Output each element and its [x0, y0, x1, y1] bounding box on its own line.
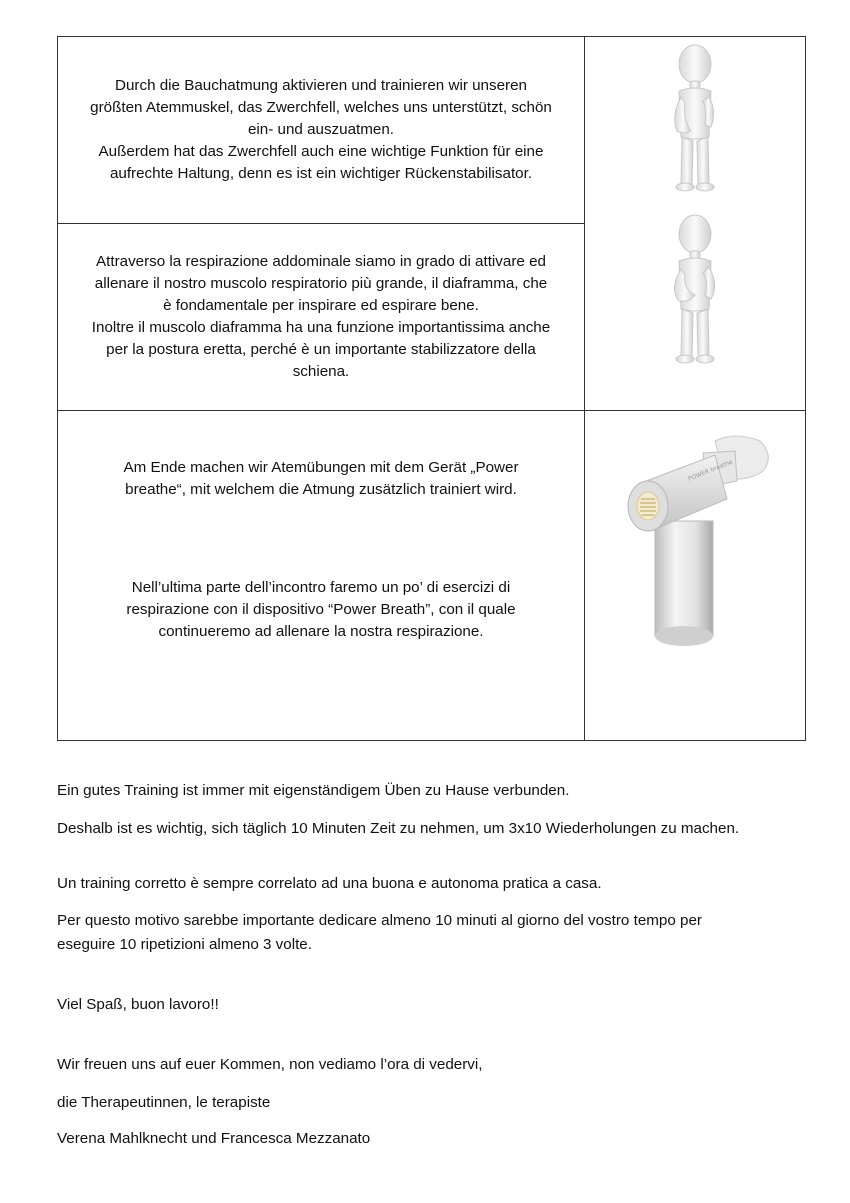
text-power-breathe-de: [123, 457, 518, 501]
line: aufrechte Haltung, denn es ist ein wichtiger Rückenstabilisator.: [109, 165, 533, 182]
line: Am Ende machen wir Atemübungen mit dem Gerät „Power: [123, 459, 519, 476]
line: Attraverso la respirazione addominale siamo in grado di attivare ed: [96, 253, 546, 270]
line: Nell’ultima parte dell’incontro faremo un po’ di esercizi di: [131, 579, 511, 596]
footer-p5: Viel Spaß, buon lavoro!!: [57, 996, 219, 1013]
cell-bauchatmung-de: [58, 37, 585, 224]
figure-2: [674, 215, 714, 363]
text-respirazione-it: [78, 251, 564, 383]
line: größten Atemmuskel, das Zwerchfell, welches uns unterstützt, schön: [90, 99, 552, 116]
text-bauchatmung-de: [76, 75, 566, 185]
footer-p8: Verena Mahlknecht und Francesca Mezzanato: [57, 1130, 371, 1147]
footer-p1: Ein gutes Training ist immer mit eigenständigem Üben zu Hause verbunden.: [57, 782, 570, 799]
device-brand-label: POWER breathe: [687, 458, 734, 483]
footer-p4b: eseguire 10 ripetizioni almeno 3 volte.: [57, 936, 312, 953]
text-power-breathe-it: [123, 577, 518, 643]
line: Inoltre il muscolo diaframma ha una funzione importantissima anche: [91, 319, 551, 336]
line: Außerdem hat das Zwerchfell auch eine wichtige Funktion für eine: [98, 143, 544, 160]
device-illustration-cell: [585, 411, 805, 740]
line: schiena.: [292, 363, 350, 380]
footer-p4a: Per questo motivo sarebbe importante dedicare almeno 10 minuti al giorno del vostro tempo per: [57, 912, 702, 929]
footer-p2: Deshalb ist es wichtig, sich täglich 10 Minuten Zeit zu nehmen, um 3x10 Wiederholungen zu machen.: [57, 820, 740, 837]
cell-power-breathe: [58, 411, 585, 740]
standing-figure-icon: [585, 37, 805, 411]
figures-illustration-cell: [585, 37, 805, 411]
footer-p6: Wir freuen uns auf euer Kommen, non vediamo l’ora di vedervi,: [57, 1056, 483, 1073]
line: breathe“, mit welchem die Atmung zusätzlich trainiert wird.: [125, 481, 517, 498]
power-breathe-device-icon: [585, 411, 805, 740]
line: Durch die Bauchatmung aktivieren und trainieren wir unseren: [115, 77, 527, 94]
line: respirazione con il dispositivo “Power Breath”, con il quale: [126, 601, 516, 618]
line: è fondamentale per inspirare ed espirare bene.: [163, 297, 479, 314]
cell-respirazione-it: [58, 224, 585, 411]
line: allenare il nostro muscolo respiratorio più grande, il diaframma, che: [94, 275, 548, 292]
line: continueremo ad allenare la nostra respirazione.: [158, 623, 484, 640]
line: per la postura eretta, perché è un importante stabilizzatore della: [106, 341, 536, 358]
figure-1: [675, 45, 714, 191]
footer-p3: Un training corretto è sempre correlato ad una buona e autonoma pratica a casa.: [57, 875, 602, 892]
line: ein- und auszuatmen.: [247, 121, 395, 138]
content-table: [57, 36, 806, 741]
footer-p7: die Therapeutinnen, le terapiste: [57, 1094, 271, 1111]
